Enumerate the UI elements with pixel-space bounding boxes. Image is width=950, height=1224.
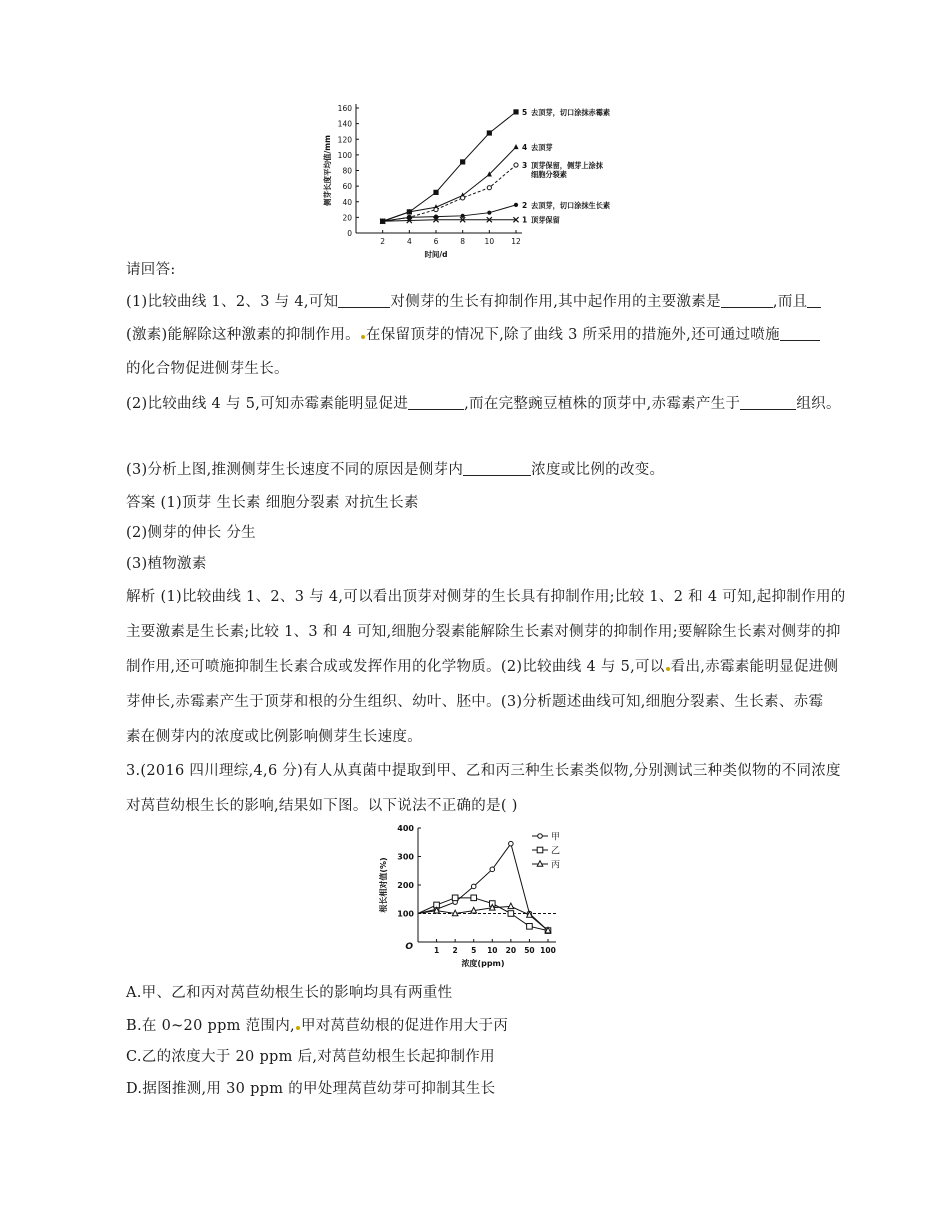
series-2-point [461, 214, 465, 218]
series-乙-point [508, 911, 514, 917]
series-3-point [487, 186, 491, 190]
series-5-label: 去顶芽，切口涂抹赤霉素 [531, 107, 611, 117]
explanation-line-4: 芽伸长,赤霉素产生于顶芽和根的分生组织、幼叶、胚中。(3)分析题述曲线可知,细胞分裂素、生长素、赤霉 [126, 694, 824, 710]
blank-1[interactable] [338, 293, 390, 309]
explanation-line-3 [126, 655, 838, 676]
y-tick-label: 200 [397, 881, 414, 890]
series-3-point [434, 207, 438, 211]
series-5-line [383, 112, 516, 221]
question-1-line1 [126, 290, 821, 311]
series-2-line [383, 205, 516, 221]
series-乙-point [452, 895, 458, 901]
question-3-line [126, 458, 664, 479]
explanation-line-5: 素在侧芽内的浓度或比例影响侧芽生长速度。 [126, 729, 422, 745]
series-甲-point [490, 867, 495, 872]
series-4-line [383, 147, 516, 221]
decor-dot [666, 667, 670, 671]
x-tick-label: 6 [433, 237, 439, 246]
series-甲-point [471, 884, 476, 889]
y-tick-label: 60 [342, 182, 352, 192]
y-tick-label: 400 [397, 824, 414, 833]
series-3-number: 3 [522, 161, 528, 171]
series-乙-point [471, 895, 477, 901]
x-axis-label: 时间/d [424, 250, 448, 259]
series-2-point [487, 211, 491, 215]
blank-5[interactable] [408, 395, 464, 411]
series-1-line [383, 220, 516, 222]
option-a[interactable]: A.甲、乙和丙对莴苣幼根生长的影响均具有两重性 [126, 985, 453, 1001]
prompt-text: 请回答: [126, 262, 176, 278]
problem-3-line1: 3.(2016 四川理综,4,6 分)有人从真菌中提取到甲、乙和丙三种生长素类似物,分别测试三种类似物的不同浓度 [126, 763, 841, 779]
y-tick-label: 300 [397, 852, 414, 862]
y-axis-label: 根长相对值(%) [379, 857, 388, 913]
question-1-line2 [126, 323, 820, 344]
chart1-svg [318, 98, 648, 268]
x-tick-label: 5 [471, 946, 477, 955]
question-1-line3: 的化合物促进侧芽生长。 [126, 361, 289, 377]
x-tick-label: 2 [380, 237, 386, 246]
answer-line-3: (3)植物激素 [126, 556, 207, 572]
series-5-point [487, 130, 492, 135]
option-d[interactable]: D.据图推测,用 30 ppm 的甲处理莴苣幼芽可抑制其生长 [126, 1081, 496, 1097]
legend-marker [537, 847, 543, 853]
problem-3-line2: 对莴苣幼根生长的影响,结果如下图。以下说法不正确的是( ) [126, 798, 518, 814]
y-axis-label: 侧芽长度平均值/mm [323, 135, 332, 206]
series-1-number: 1 [522, 215, 528, 225]
answer-line-2: (2)侧芽的伸长 分生 [126, 525, 256, 541]
y-tick-label: 100 [337, 150, 352, 160]
series-4-point [513, 144, 518, 149]
decor-dot [361, 335, 365, 339]
series-3-line [383, 165, 516, 221]
blank-2[interactable] [721, 293, 773, 309]
series-甲-point [509, 841, 514, 846]
series-2-label: 去顶芽，切口涂抹生长素 [531, 200, 611, 210]
x-tick-label: 100 [540, 946, 556, 955]
y-tick-label: 140 [337, 119, 352, 129]
q3-text-b: 浓度或比例的改变。 [531, 462, 665, 478]
blank-3[interactable] [807, 293, 821, 309]
series-2-point [514, 203, 518, 207]
y-tick-label: 40 [342, 197, 352, 207]
x-tick-label: 2 [452, 946, 458, 955]
y-tick-label: 100 [397, 909, 414, 919]
q2-text-a: (2)比较曲线 4 与 5,可知赤霉素能明显促进 [126, 396, 409, 412]
q1-text-e: 在保留顶芽的情况下,除了曲线 3 所采用的措施外,还可通过喷施 [365, 327, 780, 343]
x-tick-label: 4 [406, 237, 412, 246]
answer-line-1: 答案 (1)顶芽 生长素 细胞分裂素 对抗生长素 [126, 495, 419, 511]
y-tick-label: 20 [342, 213, 352, 223]
x-axis-label: 浓度(ppm) [461, 959, 505, 968]
series-5-point [460, 159, 465, 164]
x-tick-label: 12 [511, 237, 521, 246]
q1-text-d: (激素)能解除这种激素的抑制作用。 [126, 327, 360, 343]
exp3-text-b: 看出,赤霉素能明显促进侧 [670, 659, 839, 675]
series-4-number: 4 [522, 143, 528, 153]
option-b-text-2: 甲对莴苣幼根的促进作用大于丙 [300, 1018, 509, 1034]
option-b-text-1: B.在 0~20 ppm 范围内, [126, 1018, 295, 1034]
series-丙-point [508, 903, 514, 909]
lateral-bud-growth-chart [318, 98, 648, 268]
series-4-label: 去顶芽 [531, 143, 553, 153]
legend-label: 甲 [551, 832, 561, 843]
x-tick-label: 20 [505, 946, 517, 955]
legend-marker [538, 834, 543, 839]
x-tick-label: 10 [484, 237, 495, 246]
blank-4[interactable] [780, 326, 820, 342]
series-5-point [513, 109, 518, 114]
exp3-text-a: 制作用,还可喷施抑制生长素合成或发挥作用的化学物质。(2)比较曲线 4 与 5,可以 [126, 659, 665, 675]
q2-text-b: ,而在完整豌豆植株的顶芽中,赤霉素产生于 [464, 396, 741, 412]
legend-label: 乙 [551, 846, 561, 857]
origin-label: O [405, 942, 413, 952]
explanation-line-1: 解析 (1)比较曲线 1、2、3 与 4,可以看出顶芽对侧芽的生长具有抑制作用;比较 1、2 和 4 可知,起抑制作用的 [126, 589, 846, 605]
q1-text-a: (1)比较曲线 1、2、3 与 4,可知 [126, 294, 339, 310]
series-3-point [461, 196, 465, 200]
option-c[interactable]: C.乙的浓度大于 20 ppm 后,对莴苣幼根生长起抑制作用 [126, 1049, 495, 1065]
chart2-svg [370, 820, 585, 980]
series-1-label: 顶芽保留 [531, 215, 560, 225]
x-tick-label: 8 [460, 237, 466, 246]
q1-text-b: 对侧芽的生长有抑制作用,其中起作用的主要激素是 [390, 294, 721, 310]
y-tick-label: 80 [342, 166, 352, 176]
series-乙-point [527, 924, 533, 930]
series-5-number: 5 [522, 107, 528, 117]
blank-7[interactable] [463, 461, 531, 477]
blank-6[interactable] [740, 395, 796, 411]
y-tick-label: 0 [347, 229, 352, 238]
option-b[interactable] [126, 1014, 508, 1035]
series-5-point [433, 190, 438, 195]
x-tick-label: 50 [524, 946, 535, 955]
series-3-label: 顶芽保留，侧芽上涂抹 [531, 161, 603, 171]
q1-text-c: ,而且 [772, 294, 808, 310]
root-growth-chart [370, 820, 585, 980]
decor-dot [296, 1026, 300, 1030]
x-tick-label: 1 [433, 946, 440, 955]
series-2-number: 2 [522, 200, 528, 210]
explanation-line-2: 主要激素是生长素;比较 1、3 和 4 可知,细胞分裂素能解除生长素对侧芽的抑制作用;要解除生长素对侧芽的抑 [126, 624, 841, 640]
series-3-point [514, 163, 518, 167]
y-tick-label: 120 [337, 135, 352, 145]
y-tick-label: 160 [337, 104, 352, 113]
series-3-label-2: 细胞分裂素 [531, 170, 567, 180]
q2-text-c: 组织。 [796, 396, 841, 412]
question-2-line [126, 392, 841, 413]
x-tick-label: 10 [487, 946, 498, 955]
legend-label: 丙 [551, 860, 561, 871]
q3-text-a: (3)分析上图,推测侧芽生长速度不同的原因是侧芽内 [126, 462, 464, 478]
